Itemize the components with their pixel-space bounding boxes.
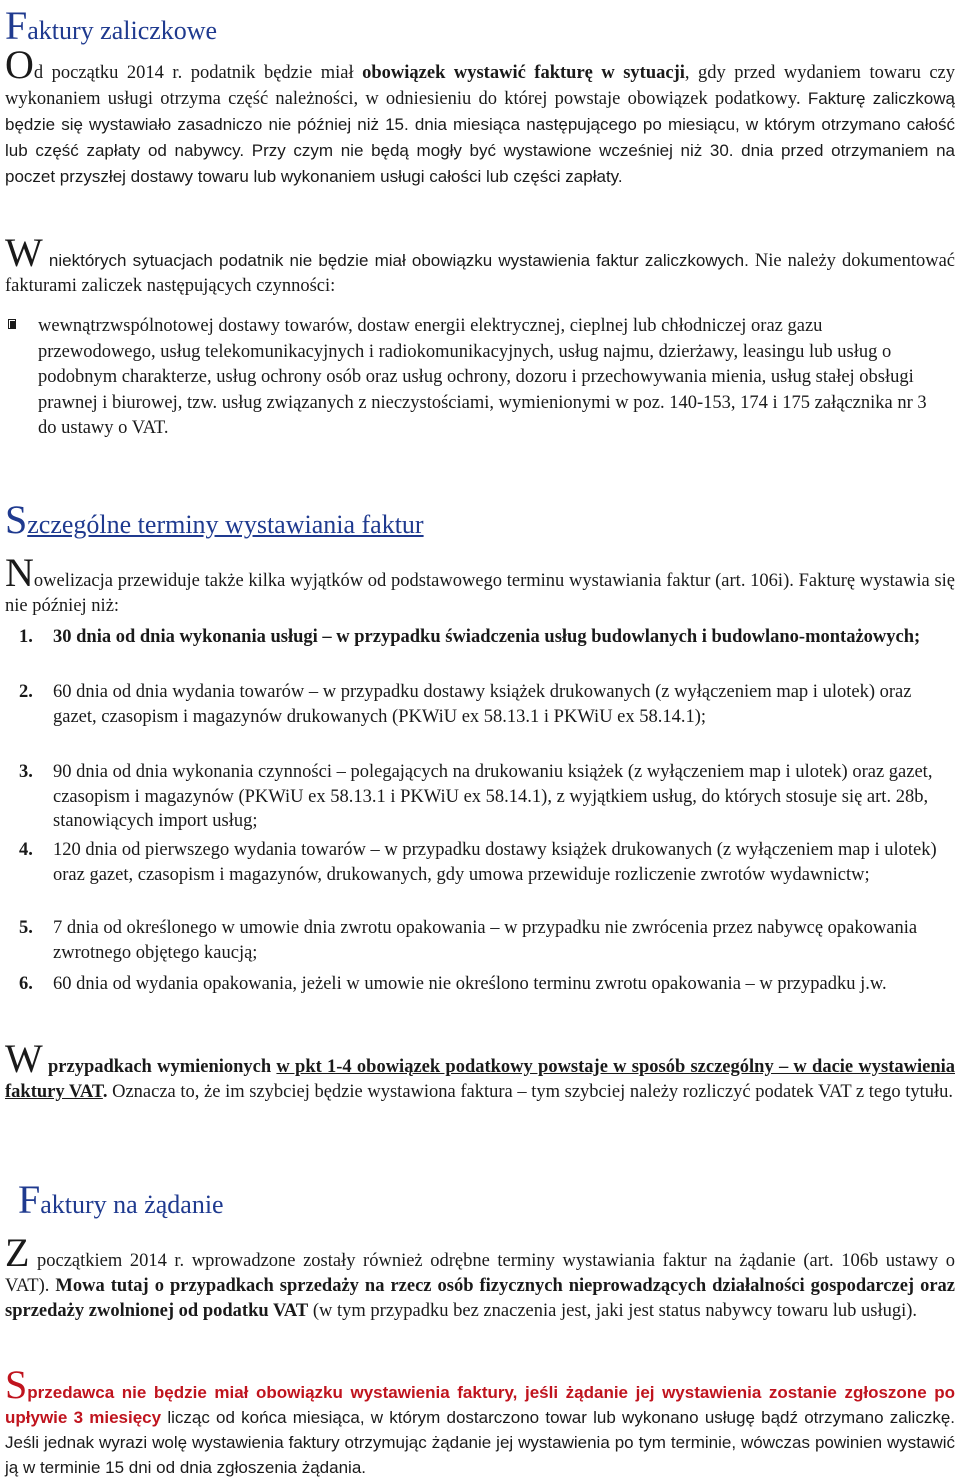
bold-run: przypadkach wymienionych bbox=[42, 1057, 277, 1077]
text-run: (w tym przypadku bez znaczenia jest, jaki jest status nabywcy towaru lub usługi). bbox=[308, 1301, 918, 1321]
heading-initial: F bbox=[5, 3, 28, 48]
text-run: 90 dnia od dnia wykonania czynności – polegających na drukowaniu książek (z wyłączeniem map i ulotek) oraz gazet, czasopism i magazynów (PKWiU ex 58.13.1 i PKWiU ex 58.14.1), z wyjątkiem usług, do których stosuje się art. 28b, stanowiących import usług; bbox=[53, 762, 933, 831]
text-run: 120 dnia od pierwszego wydania towarów – w przypadku dostawy książek drukowanych (z wyłączeniem map i ulotek) oraz gazet, czasopism i magazynów, drukowanych, gdy umowa przewiduje rozliczenie zwrotów wydawnictw; bbox=[53, 840, 937, 885]
drop-initial: N bbox=[5, 550, 34, 595]
square-bullet-icon bbox=[8, 319, 16, 329]
text-run: , gdy przed wydaniem towaru czy wykonaniem usługi otrzyma część należności, w odniesieniu do której powstaje obowiązek podatkowy. bbox=[5, 63, 955, 109]
heading-szczegolne-terminy bbox=[5, 497, 955, 542]
bold-run: . bbox=[102, 1082, 108, 1102]
list-number: 2. bbox=[19, 682, 33, 702]
drop-initial: W bbox=[5, 1036, 43, 1081]
heading-initial: F bbox=[18, 1177, 41, 1222]
text-run: początkiem 2014 r. wprowadzone zostały również odrębne terminy wystawiania faktur na żądanie (art. 106b ustawy o VAT). bbox=[5, 1251, 955, 1296]
heading-text: aktury zaliczkowe bbox=[27, 16, 218, 45]
text-run: d początku 2014 r. podatnik będzie miał bbox=[33, 63, 363, 83]
text-run: owelizacja przewiduje także kilka wyjątków od podstawowego terminu wystawiania faktur (art. 106i). Fakturę wystawia się nie później niż: bbox=[5, 571, 955, 616]
paragraph-wyjatki bbox=[5, 230, 955, 299]
drop-initial: Z bbox=[5, 1230, 30, 1275]
heading-text: aktury na żądanie bbox=[40, 1190, 224, 1219]
list-item bbox=[5, 838, 945, 887]
sans-run: Fakturę zaliczkową będzie się wystawiało zasadniczo nie później niż 15. dnia miesiąca następującego po miesiącu, w którym otrzymano całość lub część zapłaty od nabywcy. Przy czym nie będą mogły być wystawione wcześniej niż 30. dnia przed otrzymaniem na poczet przyszłej dostawy towaru lub wykonaniem usługi całości lub części zapłaty. bbox=[5, 89, 955, 186]
bold-run: obowiązek wystawić fakturę w sytuacji bbox=[362, 63, 685, 83]
paragraph-zaliczki-intro bbox=[5, 42, 955, 190]
bullet-text: wewnątrzwspólnotowej dostawy towarów, dostaw energii elektrycznej, cieplnej lub chłodniczej oraz gazu przewodowego, usług telekomunikacyjnych i radiokomunikacyjnych, usług najmu, dzierżawy, leasingu lub usług o podobnym charakterze, usług ochrony osób oraz usług ochrony, dozoru i przechowywania mienia, usług stałej obsługi prawnej i biurowej, tzw. usług związanych z nieczystościami, wymienionymi w poz. 140-153, 174 i 175 załącznika nr 3 do ustawy o VAT. bbox=[38, 316, 927, 438]
list-number: 6. bbox=[19, 974, 33, 994]
sans-run: niektórych sytuacjach podatnik nie będzie miał obowiązku wystawienia faktur zaliczkowych. bbox=[42, 251, 749, 270]
text-run: licząc od końca miesiąca, w którym dostarczono towar lub wykonano usługę bądź otrzymano zaliczkę. Jeśli jednak wyrazi wolę wystawienia faktury otrzymując żądanie jej wystawienia po tym terminie, wówczas powinien wystawić ją w terminie 15 dni od dnia zgłoszenia żądania. bbox=[5, 1408, 955, 1477]
list-number: 5. bbox=[19, 918, 33, 938]
drop-initial: W bbox=[5, 230, 43, 275]
paragraph-sprzedawca bbox=[5, 1362, 955, 1480]
list-number: 1. bbox=[19, 627, 33, 647]
list-item bbox=[5, 916, 945, 965]
bold-run: Mowa tutaj o przypadkach sprzedaży na rzecz osób fizycznych nieprowadzących działalności gospodarczej oraz sprzedaży zwolnionej od podatku VAT bbox=[5, 1276, 955, 1321]
list-item bbox=[5, 680, 945, 729]
drop-initial: S bbox=[5, 1362, 28, 1407]
text-run: 7 dnia od określonego w umowie dnia zwrotu opakowania – w przypadku nie zwrócenia przez nabywcę opakowania zwrotnego objętego kaucją; bbox=[53, 918, 918, 963]
list-item bbox=[5, 760, 945, 834]
paragraph-na-zadanie bbox=[5, 1230, 955, 1324]
list-item bbox=[5, 625, 945, 650]
heading-faktury-zaliczkowe bbox=[5, 3, 955, 48]
text-run: 60 dnia od dnia wydania towarów – w przypadku dostawy książek drukowanych (z wyłączeniem map i ulotek) oraz gazet, czasopism i magazynów drukowanych (PKWiU ex 58.13.1 i PKWiU ex 58.14.1); bbox=[53, 682, 912, 727]
heading-faktury-na-zadanie bbox=[18, 1177, 960, 1222]
bold-run: 30 dnia od dnia wykonania usługi – w przypadku świadczenia usług budowlanych i budowlano-montażowych; bbox=[53, 627, 921, 647]
paragraph-obowiazek-podatkowy bbox=[5, 1036, 955, 1105]
list-number: 4. bbox=[19, 840, 33, 860]
text-run: Nie należy dokumentować fakturami zaliczek następujących czynności: bbox=[5, 251, 955, 296]
list-item bbox=[5, 972, 945, 997]
text-run: 60 dnia od wydania opakowania, jeżeli w umowie nie określono terminu zwrotu opakowania – w przypadku j.w. bbox=[53, 974, 887, 994]
drop-initial: O bbox=[5, 42, 34, 87]
text-run: Oznacza to, że im szybciej będzie wystawiona faktura – tym szybciej należy rozliczyć podatek VAT z tego tytułu. bbox=[107, 1082, 954, 1102]
heading-text: zczególne terminy wystawiania faktur bbox=[27, 510, 424, 539]
list-number: 3. bbox=[19, 762, 33, 782]
bold-underline-run: w pkt 1-4 obowiązek podatkowy powstaje w sposób szczególny – w dacie wystawienia faktury VAT bbox=[5, 1057, 955, 1102]
paragraph-nowelizacja bbox=[5, 550, 955, 619]
bullet-item bbox=[38, 314, 938, 442]
red-bold-run: przedawca nie będzie miał obowiązku wystawienia faktury, jeśli żądanie jej wystawienia zostanie zgłoszone po upływie 3 miesięcy bbox=[5, 1383, 955, 1427]
heading-initial: S bbox=[5, 497, 28, 542]
